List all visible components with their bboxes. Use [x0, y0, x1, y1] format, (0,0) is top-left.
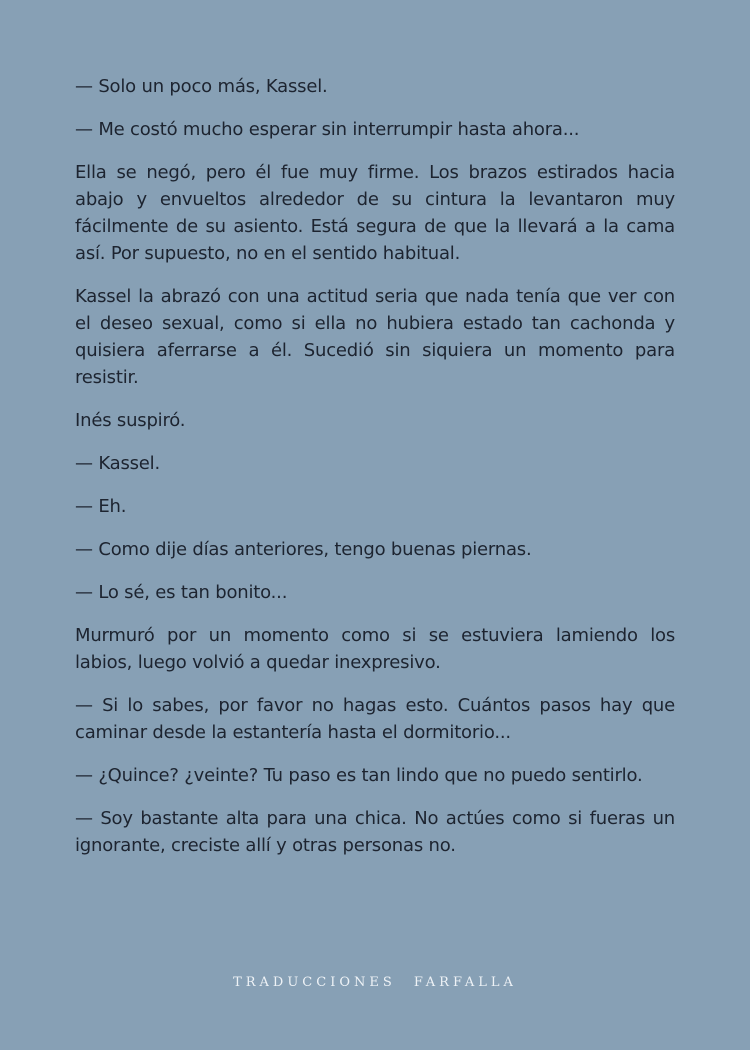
- paragraph: Kassel la abrazó con una actitud seria que nada tenía que ver con el deseo sexual, como si ella no hubiera estado tan cachonda y quisiera aferrarse a él. Sucedió sin siquiera un momento para resistir.: [75, 286, 675, 388]
- paragraph: — Me costó mucho esperar sin interrumpir hasta ahora...: [75, 119, 580, 140]
- page-body: [75, 73, 675, 875]
- paragraph: — Como dije días anteriores, tengo buenas piernas.: [75, 539, 532, 560]
- paragraph: — Solo un poco más, Kassel.: [75, 76, 328, 97]
- paragraph: Murmuró por un momento como si se estuviera lamiendo los labios, luego volvió a quedar inexpresivo.: [75, 625, 675, 673]
- paragraph: — ¿Quince? ¿veinte? Tu paso es tan lindo que no puedo sentirlo.: [75, 765, 643, 786]
- paragraph: — Eh.: [75, 496, 127, 517]
- paragraph: — Kassel.: [75, 453, 160, 474]
- paragraph: Ella se negó, pero él fue muy firme. Los brazos estirados hacia abajo y envueltos alrededor de su cintura la levantaron muy fácilmente de su asiento. Está segura de que la llevará a la cama así. Por supuesto, no en el sentido habitual.: [75, 162, 675, 264]
- paragraph: Inés suspiró.: [75, 410, 186, 431]
- paragraph: — Soy bastante alta para una chica. No actúes como si fueras un ignorante, creciste allí y otras personas no.: [75, 808, 675, 856]
- paragraph: — Si lo sabes, por favor no hagas esto. Cuántos pasos hay que caminar desde la estantería hasta el dormitorio...: [75, 695, 675, 743]
- footer-credit: TRADUCCIONES FARFALLA: [233, 975, 517, 990]
- paragraph: — Lo sé, es tan bonito...: [75, 582, 288, 603]
